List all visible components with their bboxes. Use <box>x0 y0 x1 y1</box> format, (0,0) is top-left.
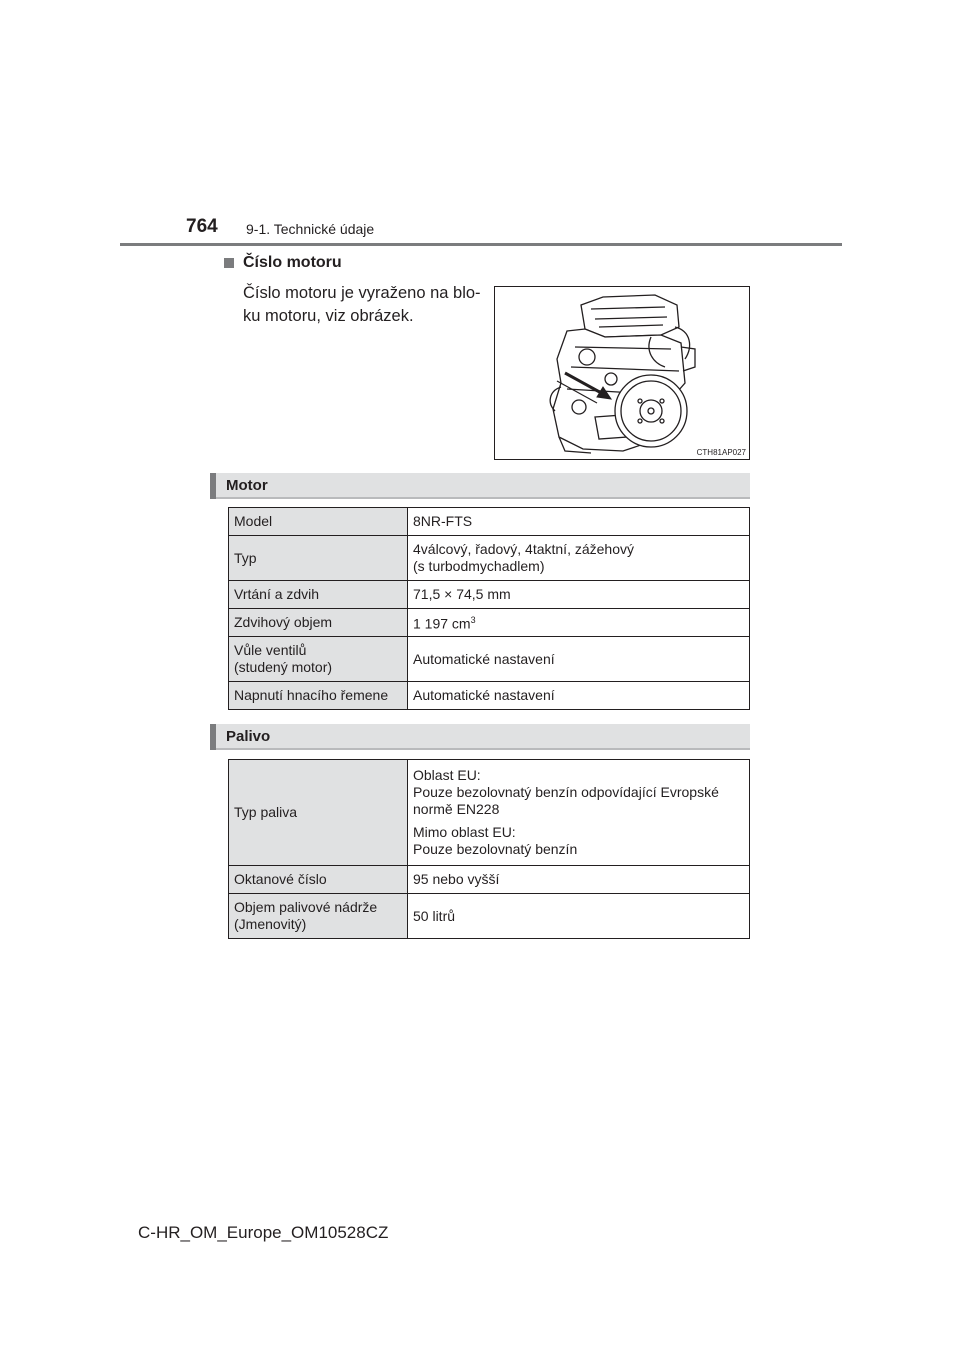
fuel-table-header <box>210 724 750 750</box>
engine-number-text <box>243 282 493 328</box>
row-label: Zdvihový objem <box>229 609 408 637</box>
eu-region-line2: normě EN228 <box>413 801 500 817</box>
table-row <box>229 894 750 939</box>
page-number: 764 <box>186 216 218 237</box>
motor-table-header <box>210 473 750 499</box>
engine-number-text-line2: ku motoru, viz obrázek. <box>243 307 414 325</box>
row-value: Automatické nastavení <box>408 637 750 682</box>
table-row <box>229 682 750 710</box>
table-row <box>229 866 750 894</box>
non-eu-region-value: Pouze bezolovnatý benzín <box>413 841 578 857</box>
row-label <box>229 637 408 682</box>
fuel-table <box>228 759 750 939</box>
engine-number-text-line1: Číslo motoru je vyraženo na blo- <box>243 284 481 302</box>
engine-number-heading-text: Číslo motoru <box>243 254 342 271</box>
table-row <box>229 760 750 866</box>
row-label-line1: Objem palivové nádrže <box>234 899 378 915</box>
row-label: Typ paliva <box>229 760 408 866</box>
row-label-line2: (studený motor) <box>234 659 333 675</box>
row-label-line2: (Jmenovitý) <box>234 916 307 932</box>
heading-square-icon <box>224 258 234 268</box>
document-code: C-HR_OM_Europe_OM10528CZ <box>138 1223 389 1242</box>
table-row <box>229 609 750 637</box>
motor-header-bar <box>210 473 216 499</box>
non-eu-region-text <box>413 824 744 858</box>
row-label: Model <box>229 508 408 536</box>
row-value <box>408 609 750 637</box>
row-label <box>229 894 408 939</box>
fuel-header-bar <box>210 724 216 750</box>
engine-illustration <box>494 286 750 460</box>
row-value: 71,5 × 74,5 mm <box>408 581 750 609</box>
row-value <box>408 536 750 581</box>
header-divider <box>120 243 842 246</box>
eu-region-title: Oblast EU: <box>413 767 481 783</box>
row-label: Typ <box>229 536 408 581</box>
table-row <box>229 637 750 682</box>
eu-region-line1: Pouze bezolovnatý benzín odpovídající Evropské <box>413 784 719 800</box>
displacement-value: 1 197 cm <box>413 615 471 632</box>
fuel-table-title: Palivo <box>226 728 271 745</box>
row-value-line1: 4válcový, řadový, 4taktní, zážehový <box>413 541 634 557</box>
section-title: 9-1. Technické údaje <box>246 221 375 237</box>
table-row <box>229 581 750 609</box>
row-label: Napnutí hnacího řemene <box>229 682 408 710</box>
motor-table <box>228 507 750 710</box>
row-value: Automatické nastavení <box>408 682 750 710</box>
row-value: 95 nebo vyšší <box>408 866 750 894</box>
engine-drawing <box>495 287 749 459</box>
row-value <box>408 760 750 866</box>
row-label: Vrtání a zdvih <box>229 581 408 609</box>
eu-region-text <box>413 767 744 818</box>
row-value: 50 litrů <box>408 894 750 939</box>
row-label: Oktanové číslo <box>229 866 408 894</box>
table-row <box>229 508 750 536</box>
displacement-unit-exponent: 3 <box>470 615 476 626</box>
engine-number-heading <box>224 254 342 272</box>
row-value-line2: (s turbodmychadlem) <box>413 558 545 574</box>
table-row <box>229 536 750 581</box>
non-eu-region-title: Mimo oblast EU: <box>413 824 516 840</box>
figure-code: CTH81AP027 <box>696 448 746 457</box>
row-value: 8NR-FTS <box>408 508 750 536</box>
motor-table-title: Motor <box>226 477 268 494</box>
row-label-line1: Vůle ventilů <box>234 642 307 658</box>
